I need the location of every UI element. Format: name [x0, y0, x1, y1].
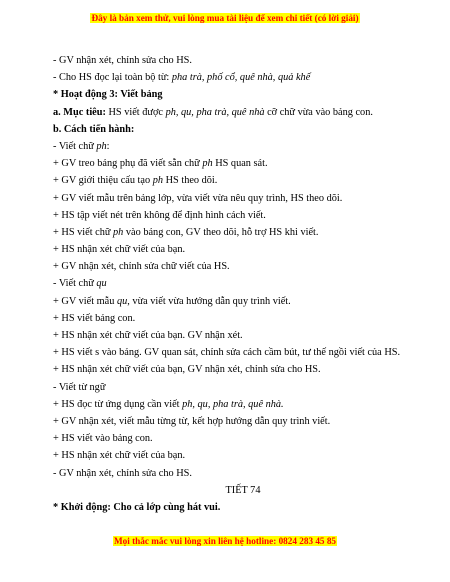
text-line	[53, 258, 433, 275]
text-segment: - GV nhận xét, chỉnh sửa cho HS.	[53, 467, 192, 479]
text-segment: ph	[202, 158, 213, 170]
document-body	[53, 52, 433, 516]
text-segment: + GV viết mẫu	[53, 295, 117, 307]
text-segment: ph	[96, 140, 107, 152]
text-line	[53, 310, 433, 327]
text-segment: HS quan sát.	[212, 158, 268, 170]
text-segment: + GV nhận xét, chỉnh sửa chữ viết của HS.	[53, 261, 230, 273]
section-heading	[53, 482, 433, 499]
text-line	[53, 275, 433, 292]
text-segment: + HS viết bảng con.	[53, 312, 136, 324]
text-line	[53, 413, 433, 430]
text-line	[53, 69, 433, 86]
text-line	[53, 361, 433, 378]
text-segment: + HS đọc từ ứng dụng cần viết	[53, 398, 183, 410]
text-segment: HS theo dõi.	[163, 175, 218, 187]
text-line	[53, 190, 433, 207]
text-line	[53, 121, 433, 138]
text-segment: HS viết được	[105, 106, 166, 118]
text-segment: ph	[152, 175, 164, 187]
text-segment: * Khởi động: Cho cả lớp cùng hát vui.	[53, 501, 221, 513]
hotline-banner	[0, 536, 450, 546]
text-line	[53, 327, 433, 344]
text-segment: - Cho HS đọc lại toàn bộ từ:	[53, 72, 172, 84]
text-segment: - Viết từ ngữ	[53, 381, 106, 393]
text-line	[53, 447, 433, 464]
text-segment: cỡ chữ vừa vào bảng con.	[264, 106, 373, 118]
text-segment: + HS viết s vào bảng. GV quan sát, chỉnh sửa cách cầm bút, tư thế ngồi viết của HS.	[53, 347, 401, 359]
text-segment: + HS nhận xét chữ viết của bạn.	[53, 244, 186, 256]
text-segment: - Viết chữ	[53, 278, 97, 290]
text-segment: + HS nhận xét chữ viết của bạn.	[53, 450, 186, 462]
text-segment: a. Mục tiêu:	[53, 106, 106, 118]
text-segment: + HS nhận xét chữ viết của bạn, GV nhận xét, chỉnh sửa cho HS.	[53, 364, 321, 376]
text-segment: + GV nhận xét, viết mẫu từng từ, kết hợp hướng dẫn quy trình viết.	[53, 415, 331, 427]
text-line	[53, 344, 433, 361]
text-segment: + HS nhận xét chữ viết của bạn. GV nhận xét.	[53, 330, 243, 341]
text-segment: + HS viết vào bảng con.	[53, 433, 153, 445]
text-segment: ph, qu, pha trà, quê nhà.	[182, 398, 284, 410]
text-segment: + GV viết mẫu trên bảng lớp, vừa viết vừa nêu quy trình, HS theo dõi.	[53, 192, 343, 204]
preview-banner-text: Đây là bản xem thử, vui lòng mua tài liệu để xem chi tiết (có lời giải)	[91, 13, 359, 23]
text-segment: * Hoạt động 3: Viết bảng	[53, 89, 163, 101]
text-segment: TIẾT 74	[225, 484, 261, 496]
text-line	[53, 138, 433, 155]
text-segment: - Viết chữ	[53, 140, 97, 152]
text-segment: , vừa viết vừa hướng dẫn quy trình viết.	[127, 295, 291, 307]
text-segment: + HS tập viết nét trên không để định hình cách viết.	[53, 209, 266, 221]
text-line	[53, 396, 433, 413]
text-line	[53, 207, 433, 224]
text-segment: + GV giới thiệu cấu tạo	[53, 175, 153, 187]
text-line	[53, 499, 433, 516]
text-line	[53, 104, 433, 121]
hotline-banner-text: Mọi thắc mắc vui lòng xin liên hệ hotline: 0824 283 45 85	[113, 536, 337, 546]
text-line	[53, 379, 433, 396]
text-segment: pha trà, phố cổ, quê nhà, quả khế	[171, 72, 311, 84]
text-segment: b. Cách tiến hành:	[53, 123, 135, 135]
text-segment: qu	[96, 278, 107, 290]
text-line	[53, 155, 433, 172]
text-line	[53, 86, 433, 103]
text-segment: ph, qu, pha trà, quê nhà	[165, 106, 265, 118]
text-line	[53, 172, 433, 189]
text-segment: - GV nhận xét, chỉnh sửa cho HS.	[53, 55, 192, 66]
text-line	[53, 465, 433, 482]
text-line	[53, 52, 433, 69]
text-line	[53, 224, 433, 241]
text-segment: qu	[116, 295, 128, 307]
text-line	[53, 241, 433, 258]
text-segment: + HS viết chữ	[53, 226, 114, 238]
preview-banner	[0, 13, 450, 23]
text-segment: vào bảng con, GV theo dõi, hỗ trợ HS khi viết.	[123, 226, 319, 238]
text-line	[53, 430, 433, 447]
text-line	[53, 293, 433, 310]
text-segment: + GV treo bảng phụ đã viết sẵn chữ	[53, 158, 203, 170]
text-segment: ph	[113, 226, 124, 238]
text-segment: :	[106, 140, 110, 152]
